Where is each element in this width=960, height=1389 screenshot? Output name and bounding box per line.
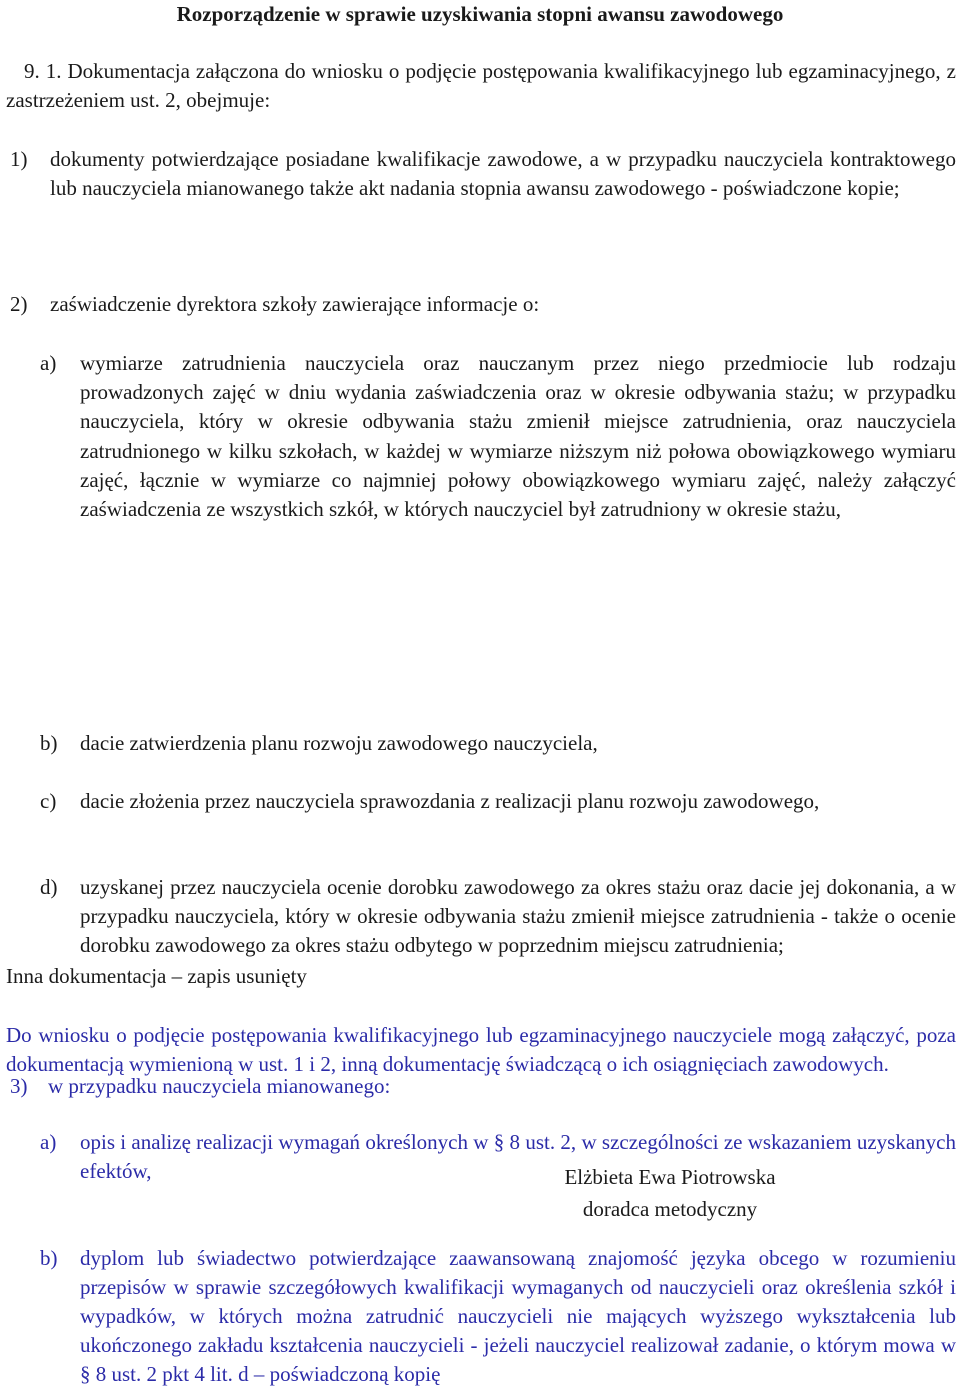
item-2c-letter: c) bbox=[40, 789, 57, 814]
item-3b-text: dyplom lub świadectwo potwierdzające zaawansowaną znajomość języka obcego w rozumieniu przepisów w sprawie szczegółowych kwalifikacji wymaganych od nauczycieli oraz określenia szkół i wypadków, w których można zatrudnić nauczycieli nie mających wyższego wykształcenia lub ukończonego zakładu kształcenia nauczycieli - jeżeli nauczyciel realizował zadanie, o którym mowa w § 8 ust. 2 pkt 4 lit. d – poświadczoną kopię bbox=[80, 1246, 956, 1387]
signature-role: doradca metodyczny bbox=[582, 1197, 758, 1221]
item-2c bbox=[40, 787, 956, 816]
item-3a bbox=[40, 1128, 956, 1186]
item-1-number: 1) bbox=[10, 147, 28, 171]
item-1-text: dokumenty potwierdzające posiadane kwalifikacje zawodowe, a w przypadku nauczyciela kontraktowego lub nauczyciela mianowanego także akt nadania stopnia awansu zawodowego - poświadczone kopie; bbox=[50, 147, 956, 200]
item-3a-letter: a) bbox=[40, 1130, 57, 1155]
item-1 bbox=[10, 145, 956, 203]
item-2-number: 2) bbox=[10, 292, 28, 316]
item-3a-text: opis i analizę realizacji wymagań określonych w § 8 ust. 2, w szczególności ze wskazaniem uzyskanych efektów, bbox=[80, 1130, 956, 1184]
item-3-number: 3) bbox=[10, 1074, 28, 1099]
item-2 bbox=[10, 290, 956, 319]
item-2a-text: wymiarze zatrudnienia nauczyciela oraz nauczanym przez niego przedmiocie lub rodzaju prowadzonych zajęć w dniu wydania zaświadczenia oraz w okresie odbywania stażu; w przypadku nauczyciela, który w okresie odbywania stażu zmienił miejsce zatrudnienia, oraz nauczyciela zatrudnionego w kilku szkołach, w każdej w wymiarze niższym niż połowa obowiązkowego wymiaru zajęć, łącznie w wymiarze co najmniej połowy obowiązkowego wymiaru zajęć, należy załączyć zaświadczenia ze wszystkich szkół, w których nauczyciel był zatrudniony w okresie stażu, bbox=[80, 351, 956, 522]
item-2d-text: uzyskanej przez nauczyciela ocenie dorobku zawodowego za okres stażu oraz dacie jej dokonania, a w przypadku nauczyciela, który w okresie odbywania stażu zmienił miejsce zatrudnienia - także o ocenie dorobku zawodowego za okres stażu odbytego w poprzednim miejscu zatrudnienia; bbox=[80, 875, 956, 958]
closing-paragraph: Do wniosku o podjęcie postępowania kwalifikacyjnego lub egzaminacyjnego nauczyciele mogą załączyć, poza dokumentacją wymienioną w ust. 1 i 2, inną dokumentację świadczącą o ich osiągnięciach zawodowych. bbox=[6, 1023, 956, 1076]
item-2b-text: dacie zatwierdzenia planu rozwoju zawodowego nauczyciela, bbox=[80, 731, 598, 756]
item-2c-text: dacie złożenia przez nauczyciela sprawozdania z realizacji planu rozwoju zawodowego, bbox=[80, 789, 820, 814]
item-2d bbox=[40, 873, 956, 960]
item-2-text: zaświadczenie dyrektora szkoły zawierające informacje o: bbox=[50, 292, 540, 316]
item-2b-letter: b) bbox=[40, 731, 58, 756]
note-removed: Inna dokumentacja – zapis usunięty bbox=[6, 964, 307, 988]
item-3b bbox=[40, 1244, 956, 1389]
item-2d-letter: d) bbox=[40, 875, 58, 900]
paragraph-9-1: 9. 1. Dokumentacja załączona do wniosku o podjęcie postępowania kwalifikacyjnego lub egzaminacyjnego, z zastrzeżeniem ust. 2, obejmuje: bbox=[6, 59, 956, 112]
item-2a bbox=[40, 349, 956, 524]
item-2a-letter: a) bbox=[40, 351, 57, 375]
item-3b-letter: b) bbox=[40, 1246, 58, 1271]
signature-name: Elżbieta Ewa Piotrowska bbox=[564, 1165, 776, 1189]
item-3-text: w przypadku nauczyciela mianowanego: bbox=[48, 1074, 391, 1099]
document-title: Rozporządzenie w sprawie uzyskiwania stopni awansu zawodowego bbox=[176, 2, 784, 26]
item-2b bbox=[40, 729, 956, 758]
